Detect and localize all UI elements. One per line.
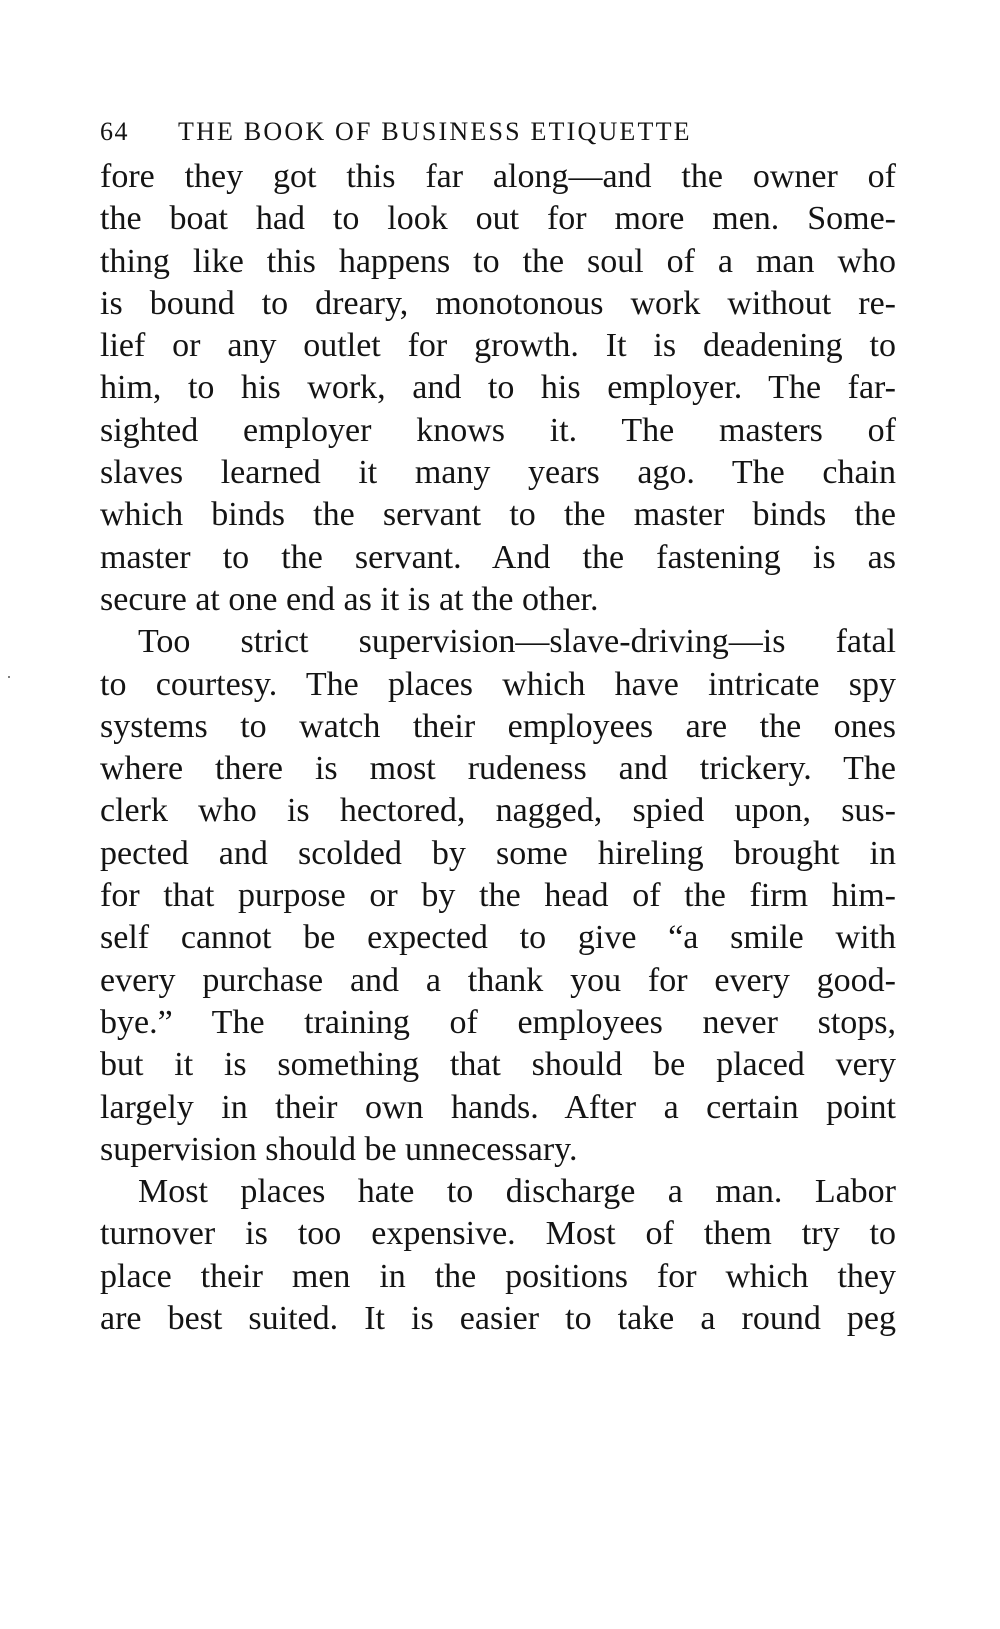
text-line: turnover is too expensive. Most of them try to — [100, 1215, 896, 1253]
text-line: secure at one end as it is at the other. — [100, 580, 599, 618]
text-line: are best suited. It is easier to take a round peg — [100, 1300, 896, 1338]
page-number: 64 — [100, 117, 129, 146]
text-line: thing like this happens to the soul of a man who — [100, 242, 896, 280]
paragraph — [100, 1171, 896, 1340]
text-line: sighted employer knows it. The masters of — [100, 411, 896, 449]
text-line: for that purpose or by the head of the firm him- — [100, 877, 896, 915]
running-header — [100, 112, 896, 152]
text-line: is bound to dreary, monotonous work without re- — [100, 284, 896, 322]
text-line: the boat had to look out for more men. Some- — [100, 200, 896, 238]
text-line: lief or any outlet for growth. It is deadening to — [100, 327, 896, 365]
text-line: to courtesy. The places which have intricate spy — [100, 665, 896, 703]
text-line: self cannot be expected to give “a smile with — [100, 919, 896, 957]
text-line: place their men in the positions for which they — [100, 1257, 896, 1295]
text-line: largely in their own hands. After a certain point — [100, 1088, 896, 1126]
text-line: systems to watch their employees are the ones — [100, 707, 896, 745]
text-line: pected and scolded by some hireling brought in — [100, 834, 896, 872]
text-line: fore they got this far along—and the owner of — [100, 158, 896, 195]
text-line: which binds the servant to the master binds the — [100, 496, 896, 534]
text-line: supervision should be unnecessary. — [100, 1130, 578, 1168]
text-line: bye.” The training of employees never stops, — [100, 1003, 896, 1041]
text-line: but it is something that should be placed very — [100, 1046, 896, 1084]
text-line: clerk who is hectored, nagged, spied upon, sus- — [100, 792, 896, 830]
paragraph — [100, 156, 896, 621]
paragraph — [100, 621, 896, 1171]
text-line: every purchase and a thank you for every good- — [100, 961, 896, 999]
body-text — [100, 156, 896, 1340]
book-page — [100, 112, 896, 1340]
text-line: where there is most rudeness and trickery. The — [100, 750, 896, 788]
text-line: Too strict supervision—slave-driving—is fatal — [138, 623, 896, 661]
text-line: him, to his work, and to his employer. The far- — [100, 369, 896, 407]
text-line: slaves learned it many years ago. The chain — [100, 454, 896, 492]
scan-speck — [8, 676, 10, 678]
running-title: THE BOOK OF BUSINESS ETIQUETTE — [178, 117, 692, 146]
text-line: master to the servant. And the fastening is as — [100, 538, 896, 576]
text-line: Most places hate to discharge a man. Labor — [138, 1173, 896, 1211]
